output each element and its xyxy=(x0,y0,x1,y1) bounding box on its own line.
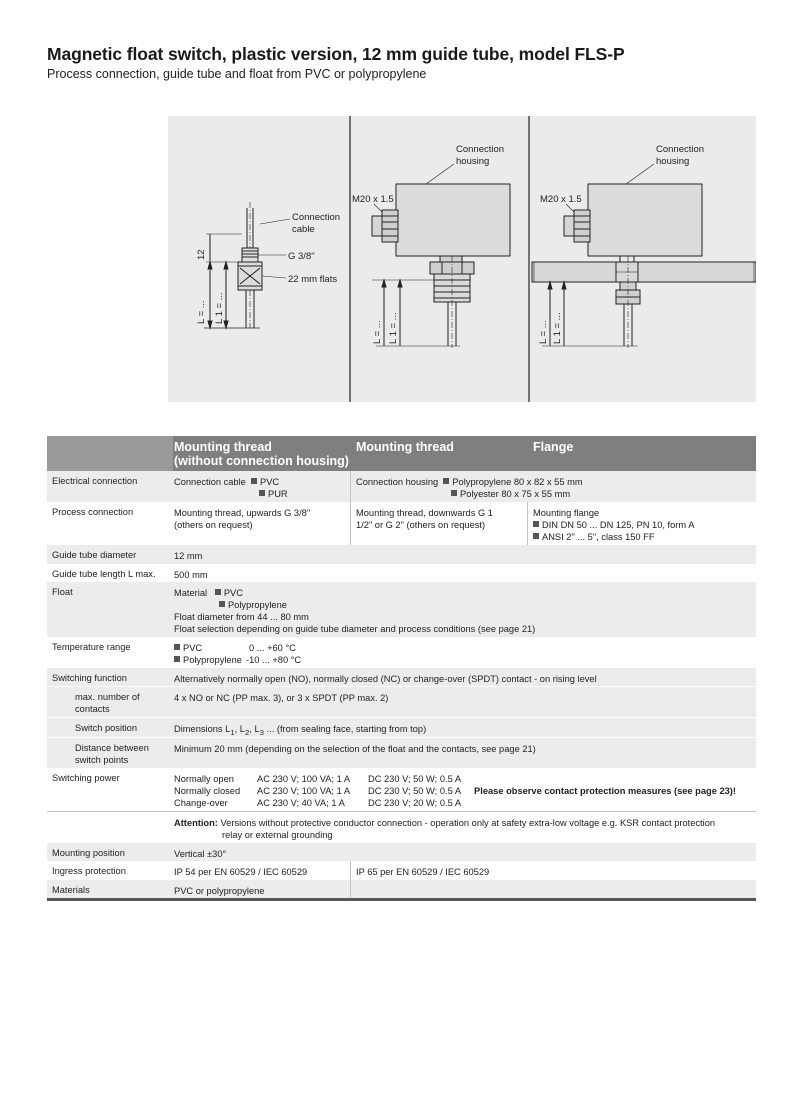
row-label: Float xyxy=(52,587,73,597)
power-ac: AC 230 V; 40 VA; 1 A xyxy=(257,798,345,808)
row-label: Switching power xyxy=(52,773,120,783)
specification-table xyxy=(47,436,756,898)
cell-value: 4 x NO or NC (PP max. 3), or 3 x SPDT (PP max. 2) xyxy=(174,693,389,703)
float-option-pvc: PVC xyxy=(223,588,243,598)
dim-l1-mid: L 1 = ... xyxy=(388,312,399,344)
dim-l-mid: L = ... xyxy=(372,320,383,344)
power-type: Change-over xyxy=(174,798,228,808)
table-header xyxy=(47,436,756,471)
row-max-contacts xyxy=(47,686,756,717)
cell-process-d xyxy=(533,507,694,543)
attention-label: Attention: xyxy=(174,818,218,828)
dim-l1-left: L 1 = ... xyxy=(214,292,225,324)
label-housing-right-1: Connection xyxy=(656,144,705,155)
power-line xyxy=(174,797,743,809)
header-col-thread xyxy=(174,440,349,468)
header-col-flange: Flange xyxy=(533,440,574,454)
process-b-line2: 1/2" or G 2" (others on request) xyxy=(356,520,486,530)
bullet-icon xyxy=(533,533,539,539)
cable-label: Connection cable xyxy=(174,477,246,487)
temp-range-pp: -10 ... +80 °C xyxy=(246,655,302,665)
row-label-line2: contacts xyxy=(75,703,110,714)
process-d-line2: DIN DN 50 ... DN 125, PN 10, form A xyxy=(542,520,695,530)
header-col-thread-note: (without connection housing) xyxy=(174,454,349,468)
temp-material-pp: Polypropylene xyxy=(183,655,242,665)
cell-value: PVC or polypropylene xyxy=(174,886,265,896)
row-label: Guide tube diameter xyxy=(52,550,137,560)
row-guide-tube-length xyxy=(47,564,756,582)
bullet-icon xyxy=(451,490,457,496)
cell-value: Vertical ±30° xyxy=(174,849,227,859)
contact-protection-note: Please observe contact protection measures (see page 23)! xyxy=(474,786,737,796)
bullet-icon xyxy=(259,490,265,496)
row-materials xyxy=(47,880,756,898)
attention-line1: Versions without protective conductor connection - operation only at safety extra-low voltage e.g. KSR contact protection xyxy=(220,818,716,828)
cell-value: Alternatively normally open (NO), normally closed (NC) or change-over (SPDT) contact - on rising level xyxy=(174,674,597,684)
row-label xyxy=(75,692,140,715)
process-a-line2: (others on request) xyxy=(174,520,253,530)
housing-label: Connection housing xyxy=(356,477,439,487)
row-label: Mounting position xyxy=(52,848,125,858)
row-label-line2: switch points xyxy=(75,754,129,765)
label-m20-right: M20 x 1.5 xyxy=(540,194,582,205)
sub-2: 2 xyxy=(244,727,250,737)
dim-l-left: L = ... xyxy=(196,300,207,324)
row-float xyxy=(47,582,756,637)
cell-process-b xyxy=(356,507,493,531)
float-material-label: Material xyxy=(174,588,208,598)
attention-note xyxy=(174,817,715,841)
cell-value: Minimum 20 mm (depending on the selection of the float and the contacts, see page 21) xyxy=(174,744,536,754)
process-d-line3: ANSI 2" ... 5", class 150 FF xyxy=(542,532,655,542)
label-connection-cable-2: cable xyxy=(292,224,315,235)
cable-option-pvc: PVC xyxy=(260,477,280,487)
label-housing-mid-2: housing xyxy=(456,156,490,167)
power-dc: DC 230 V; 50 W; 0.5 A xyxy=(368,786,462,796)
row-label: Switch position xyxy=(75,723,138,733)
dim-l-right: L = ... xyxy=(538,320,549,344)
dim-12: 12 xyxy=(196,249,207,260)
row-attention xyxy=(47,811,756,843)
cell-value: 500 mm xyxy=(174,570,208,580)
process-d-line1: Mounting flange xyxy=(533,508,600,518)
power-dc: DC 230 V; 50 W; 0.5 A xyxy=(368,774,462,784)
cell-ingress-a: IP 54 per EN 60529 / IEC 60529 xyxy=(174,867,308,877)
row-process-connection xyxy=(47,502,756,545)
page-title: Magnetic float switch, plastic version, 12 mm guide tube, model FLS-P xyxy=(47,44,625,64)
label-m20-mid: M20 x 1.5 xyxy=(352,194,394,205)
power-ac: AC 230 V; 100 VA; 1 A xyxy=(257,786,351,796)
label-connection-cable-1: Connection xyxy=(292,212,341,223)
header-col-thread-housing: Mounting thread xyxy=(356,440,454,454)
bullet-icon xyxy=(174,656,180,662)
power-ac: AC 230 V; 100 VA; 1 A xyxy=(257,774,351,784)
cell-value: 12 mm xyxy=(174,551,203,561)
bullet-icon xyxy=(174,644,180,650)
bullet-icon xyxy=(251,478,257,484)
power-type: Normally closed xyxy=(174,786,241,796)
row-label: Ingress protection xyxy=(52,866,126,876)
dim-l1-right: L 1 = ... xyxy=(552,312,563,344)
housing-option-pp: Polypropylene 80 x 82 x 55 mm xyxy=(452,477,583,487)
row-guide-tube-diameter xyxy=(47,545,756,564)
cell-housing xyxy=(356,476,583,500)
row-mounting-position xyxy=(47,843,756,861)
label-housing-right-2: housing xyxy=(656,156,690,167)
technical-drawing xyxy=(168,116,756,402)
page-subtitle: Process connection, guide tube and float from PVC or polypropylene xyxy=(47,67,427,81)
cell-ingress-b: IP 65 per EN 60529 / IEC 60529 xyxy=(356,867,490,877)
sub-3: 3 xyxy=(259,727,264,737)
row-label xyxy=(75,743,149,766)
housing-option-polyester: Polyester 80 x 75 x 55 mm xyxy=(460,489,571,499)
label-g38: G 3/8" xyxy=(288,251,315,262)
drawing-flange xyxy=(532,164,756,348)
row-label: Electrical connection xyxy=(52,476,138,486)
process-b-line1: Mounting thread, downwards G 1 xyxy=(356,508,493,518)
attention-line2: relay or external grounding xyxy=(222,830,333,840)
cell-process-a xyxy=(174,507,310,531)
row-electrical-connection xyxy=(47,471,756,502)
cell-cable xyxy=(174,476,288,500)
bullet-icon xyxy=(215,589,221,595)
label-housing-mid-1: Connection xyxy=(456,144,505,155)
position-text-end: ... (from sealing face, starting from top) xyxy=(266,724,427,734)
temp-range-pvc: 0 ... +60 °C xyxy=(249,643,296,653)
power-dc: DC 230 V; 20 W; 0.5 A xyxy=(368,798,462,808)
bullet-icon xyxy=(219,601,225,607)
cell-temperature xyxy=(174,642,301,666)
dimension-drawings xyxy=(168,116,756,402)
row-temperature-range xyxy=(47,637,756,668)
table-bottom-rule xyxy=(47,898,756,901)
row-switching-power xyxy=(47,768,756,811)
power-line xyxy=(174,773,743,785)
header-col-thread-title: Mounting thread xyxy=(174,440,272,454)
power-line xyxy=(174,785,743,797)
bullet-icon xyxy=(443,478,449,484)
position-text: Dimensions L xyxy=(174,724,231,734)
row-label-line1: max. number of xyxy=(75,692,140,702)
switching-power-table xyxy=(174,773,743,809)
row-label-line1: Distance between xyxy=(75,743,149,753)
sub-1: 1 xyxy=(230,727,235,737)
float-selection: Float selection depending on guide tube diameter and process conditions (see page 21) xyxy=(174,624,536,634)
power-type: Normally open xyxy=(174,774,234,784)
row-label: Temperature range xyxy=(52,642,131,652)
cable-option-pur: PUR xyxy=(268,489,288,499)
row-label: Guide tube length L max. xyxy=(52,569,156,579)
row-label: Switching function xyxy=(52,673,127,683)
cell-value: Dimensions $L_1$, $L_2$, $L_3$ ... (from sealing face, starting from top) xyxy=(174,724,427,737)
cell-float xyxy=(174,587,535,635)
bullet-icon xyxy=(533,521,539,527)
row-label: Process connection xyxy=(52,507,134,517)
label-flats: 22 mm flats xyxy=(288,274,338,285)
row-distance-switch-points xyxy=(47,737,756,768)
row-switching-function xyxy=(47,668,756,686)
row-ingress-protection xyxy=(47,861,756,880)
temp-material-pvc: PVC xyxy=(183,643,203,653)
row-label: Materials xyxy=(52,885,90,895)
row-switch-position xyxy=(47,717,756,737)
float-diameter: Float diameter from 44 ... 80 mm xyxy=(174,612,309,622)
process-a-line1: Mounting thread, upwards G 3/8" xyxy=(174,508,311,518)
cell-switching-power xyxy=(174,773,743,809)
float-option-pp: Polypropylene xyxy=(228,600,287,610)
header-empty-cell xyxy=(47,436,173,471)
